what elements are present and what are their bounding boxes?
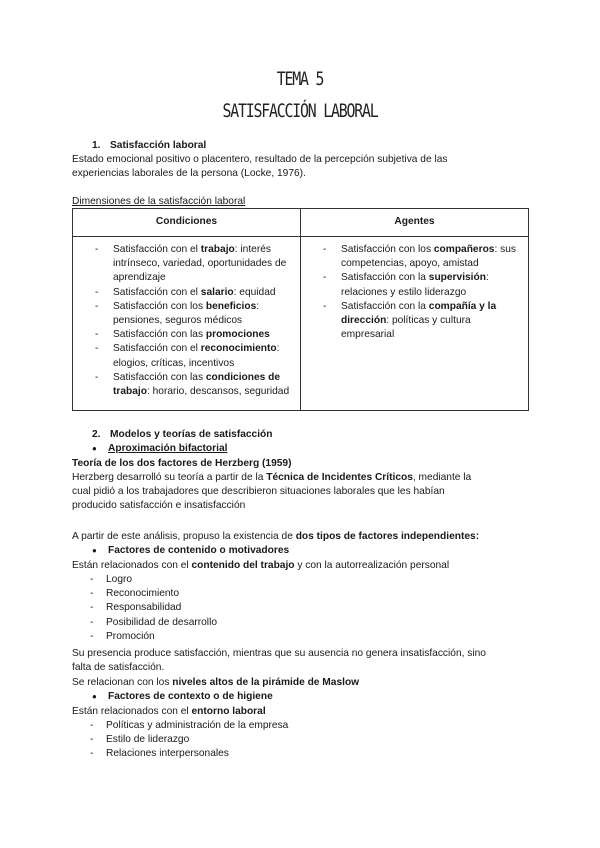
list-item: - Satisfacción con las promociones [73, 328, 296, 342]
column-header-agentes: Agentes [301, 209, 529, 237]
motivators-text: Están relacionados con el contenido del trabajo y con la autorrealización personal [72, 560, 450, 571]
hygiene-bullet: ● Factores de contexto o de higiene [92, 690, 257, 704]
list-item: - Promoción [72, 630, 217, 644]
document-title: SATISFACCIÓN LABORAL [222, 100, 378, 122]
dimensions-table [72, 208, 529, 411]
list-item: - Políticas y administración de la empresa [72, 719, 288, 733]
section1-text-line1: Estado emocional positivo o placentero, resultado de la percepción subjetiva de las [72, 154, 448, 165]
theory-title: Teoría de los dos factores de Herzberg (1959) [72, 458, 292, 469]
list-item: - Satisfacción con las condiciones de trabajo: horario, descansos, seguridad [73, 371, 296, 399]
topic-title: TEMA 5 [276, 68, 324, 90]
theory-text-line2: cual pidió a los trabajadores que describieron situaciones laborales que les habían [72, 486, 445, 497]
maslow-text: Se relacionan con los niveles altos de la pirámide de Maslow [72, 677, 360, 688]
factors-intro: A partir de este análisis, propuso la existencia de dos tipos de factores independientes: [72, 531, 480, 542]
list-item: - Responsabilidad [72, 601, 217, 615]
theory-text-line1: Herzberg desarrolló su teoría a partir de la Técnica de Incidentes Críticos, mediante la [72, 472, 472, 483]
dimensions-title: Dimensiones de la satisfacción laboral [72, 196, 246, 207]
presence-text-line1: Su presencia produce satisfacción, mientras que su ausencia no genera insatisfacción, sino [72, 648, 486, 659]
list-item: - Reconocimiento [72, 587, 217, 601]
condiciones-cell [73, 237, 301, 411]
list-item: - Satisfacción con el trabajo: interés intrínseco, variedad, oportunidades de aprendizaje [73, 243, 296, 286]
list-item: - Posibilidad de desarrollo [72, 616, 217, 630]
theory-text-line3: producido satisfacción e insatisfacción [72, 500, 246, 511]
list-item: - Relaciones interpersonales [72, 747, 288, 761]
section1-heading: Satisfacción laboral [110, 140, 207, 151]
section1-number: 1. [92, 140, 101, 151]
list-item: - Satisfacción con la compañía y la dirección: políticas y cultura empresarial [301, 300, 524, 343]
list-item: - Satisfacción con la supervisión: relaciones y estilo liderazgo [301, 271, 524, 299]
list-item: - Satisfacción con los beneficios: pensiones, seguros médicos [73, 300, 296, 328]
presence-text-line2: falta de satisfacción. [72, 662, 165, 673]
list-item: - Satisfacción con los compañeros: sus competencias, apoyo, amistad [301, 243, 524, 271]
agentes-cell [301, 237, 529, 411]
bifactorial-bullet: ● Aproximación bifactorial [92, 442, 211, 456]
column-header-condiciones: Condiciones [73, 209, 301, 237]
list-item: - Satisfacción con el reconocimiento: elogios, críticas, incentivos [73, 342, 296, 370]
hygiene-list [72, 719, 288, 762]
section2-number: 2. [92, 429, 101, 440]
list-item: - Logro [72, 573, 217, 587]
motivators-list [72, 573, 217, 644]
list-item: - Satisfacción con el salario: equidad [73, 286, 296, 300]
list-item: - Estilo de liderazgo [72, 733, 288, 747]
hygiene-text: Están relacionados con el entorno laboral [72, 706, 266, 717]
section1-text-line2: experiencias laborales de la persona (Locke, 1976). [72, 168, 306, 179]
motivators-bullet: ● Factores de contenido o motivadores [92, 544, 273, 558]
section2-heading: Modelos y teorías de satisfacción [110, 429, 273, 440]
